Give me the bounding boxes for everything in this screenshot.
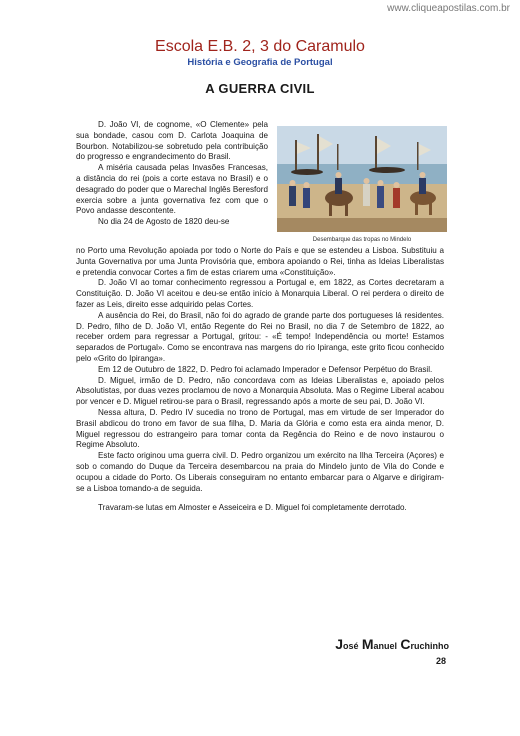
text-column-left [76,120,268,228]
paragraph-4: D. João VI ao tomar conhecimento regressou a Portugal e, em 1822, as Cortes decretaram a Constituição. D. João VI aceitou e deu-se então início à Monarquia Liberal. O rei perdera o direito de fazer as Leis, direito esse adquirido pelas Cortes. [76,278,444,309]
school-name: Escola E.B. 2, 3 do Caramulo [155,38,365,55]
paragraph-6: Em 12 de Outubro de 1822, D. Pedro foi aclamado Imperador e Defensor Perpétuo do Brasil. [98,364,433,374]
author-name: José Manuel Cruchinho [335,636,449,652]
figure [277,126,447,243]
figure-caption: Desembarque das tropas no Mindelo [312,237,412,243]
paragraph-7: D. Miguel, irmão de D. Pedro, não concordava com as Ideias Liberalistas e, apoiado pelos Absolutistas, por duas vezes proclamou de novo a Monarquia Absoluta. Mas o Regime Liberal acabou por vencer e D. Miguel retirou-se para o Brasil, regressando após a morte de seu pai, D. João VI. [76,375,444,407]
paragraph-1: D. João VI, de cognome, «O Clemente» pela sua bondade, casou com D. Carlota Joaquina de Bourbon. Notabilizou-se sobretudo pela contribuição do progresso e engrandecimento do Brasil. [76,120,268,162]
paragraph-8: Nessa altura, D. Pedro IV sucedia no trono de Portugal, mas em virtude de ser Imperador do Brasil abdicou do trono em favor de sua filha, D. Maria da Glória e como esta era ainda menor, D. Miguel regressou do estrangeiro para tomar conta da Regência do Reino e de novo instaurou o Regime Absoluto. [76,407,444,450]
landing-illustration [277,126,447,232]
watermark: www.cliqueapostilas.com.br [387,3,510,14]
text-full-width [76,246,444,514]
page-number: 28 [435,656,446,666]
paragraph-2: A miséria causada pelas Invasões Francesas, a distância do rei (pois a corte estava no Brasil) e o desagrado do poder que o Marechal Inglês Beresford exercia sobre a junta governativa fez com que o Povo andasse descontente. [76,163,268,216]
paragraph-10: Travaram-se lutas em Almoster e Asseiceira e D. Miguel foi completamente derrotado. [98,503,407,513]
subject-title: História e Geografia de Portugal [187,57,333,68]
paragraph-9: Este facto originou uma guerra civil. D. Pedro organizou um exército na Ilha Terceira (Açores) e sob o comando do Duque da Terceira desembarcou na praia do Mindelo junto de Vila do Conde e ocupou a cidade do Porto. Os Liberais conseguiram no entanto embarcar para o Algarve e dirigiram-se a Lisboa tomando-a de seguida. [76,451,444,493]
paragraph-3-cont: no Porto uma Revolução apoiada por todo o Norte do País e que se estendeu a Lisboa. Substituiu a Junta Governativa por uma Junta Provisória que, embora apoiando o Rei, tinha as Ideias Liberalistas e pretendia convocar Cortes a fim de estas criarem uma «Constituição». [76,246,444,277]
page-title: A GUERRA CIVIL [205,81,315,96]
paragraph-5: A ausência do Rei, do Brasil, não foi do agrado de grande parte dos portugueses lá residentes. D. Pedro, filho de D. João VI, então Regente do Rei no Brasil, no dia 7 de Setembro de 1822, ao receber ordem para regressar a Portugal, gritou: - «É tempo! Independência ou morte! Estamos separados de Portugal». Como se encontrava nas margens do rio Ipiranga, este grito ficou conhecido pelo «Grito do Ipiranga». [76,310,444,363]
paragraph-3-start: No dia 24 de Agosto de 1820 deu-se [98,217,230,227]
